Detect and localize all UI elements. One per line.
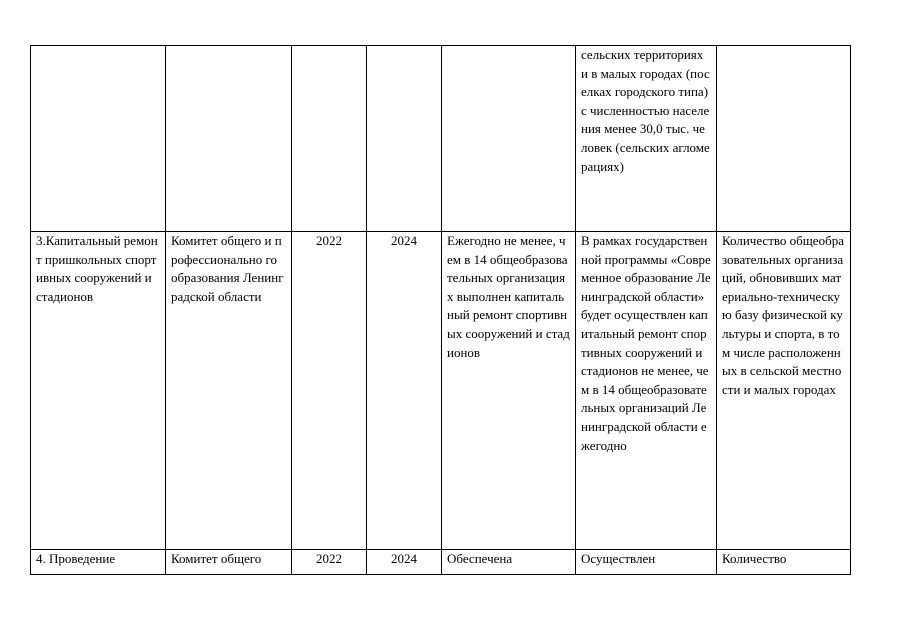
program-cell: Осуществлен	[576, 550, 717, 575]
executor-cell: Комитет общего	[166, 550, 292, 575]
start-year-cell: 2022	[292, 232, 367, 550]
indicator-cell: Количество общеобразовательных организаций, обновивших материально-техническую базу физической культуры и спорта, в том числе расположенных в сельской местности и малых городах	[717, 232, 851, 550]
table-row	[31, 232, 851, 550]
result-cell: Обеспечена	[442, 550, 576, 575]
measure-cell: 4. Проведение	[31, 550, 166, 575]
measure-cell	[31, 46, 166, 232]
program-cell: сельских территориях и в малых городах (поселках городского типа) с численностью населения менее 30,0 тыс. человек (сельских агломерациях)	[576, 46, 717, 232]
indicator-cell	[717, 46, 851, 232]
executor-cell	[166, 46, 292, 232]
end-year-cell: 2024	[367, 550, 442, 575]
end-year-cell	[367, 46, 442, 232]
table-row	[31, 46, 851, 232]
start-year-cell	[292, 46, 367, 232]
start-year-cell: 2022	[292, 550, 367, 575]
table-row	[31, 550, 851, 575]
program-table	[30, 45, 851, 575]
end-year-cell: 2024	[367, 232, 442, 550]
program-cell: В рамках государственной программы «Современное образование Ленинградской области» будет осуществлен капитальный ремонт спортивных сооружений и стадионов не менее, чем в 14 общеобразовательных организаций Ленинградской области ежегодно	[576, 232, 717, 550]
indicator-cell: Количество	[717, 550, 851, 575]
measure-cell: 3.Капитальный ремонт пришкольных спортивных сооружений и стадионов	[31, 232, 166, 550]
result-cell: Ежегодно не менее, чем в 14 общеобразовательных организациях выполнен капитальный ремонт спортивных сооружений и стадионов	[442, 232, 576, 550]
executor-cell: Комитет общего и профессионально го образования Ленинградской области	[166, 232, 292, 550]
result-cell	[442, 46, 576, 232]
